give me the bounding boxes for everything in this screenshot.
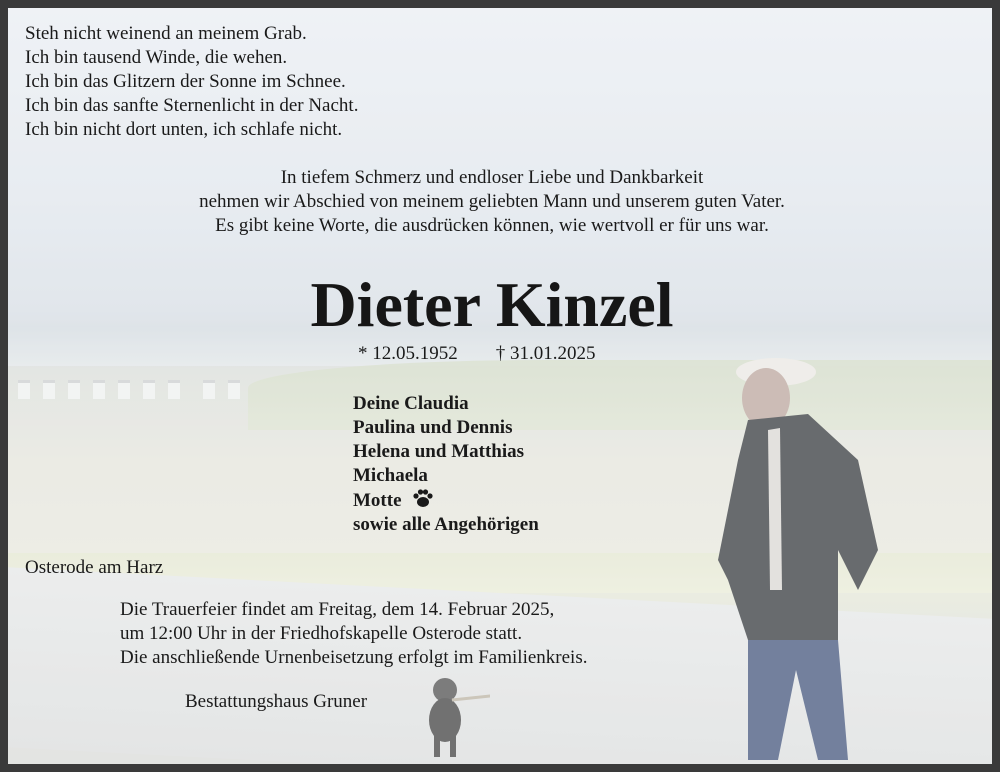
poem-line: Ich bin das Glitzern der Sonne im Schnee. [25, 71, 346, 92]
life-dates [358, 342, 596, 366]
poem-line: Steh nicht weinend an meinem Grab. [25, 23, 307, 44]
family-member: Paulina und Dennis [353, 417, 513, 438]
intro-text [0, 166, 984, 238]
funeral-home: Bestattungshaus Gruner [185, 691, 368, 712]
paw-icon [412, 488, 434, 508]
poem [25, 22, 358, 142]
intro-line: In tiefem Schmerz und endloser Liebe und Dankbarkeit [280, 167, 704, 188]
family-list [353, 392, 539, 537]
service-line: um 12:00 Uhr in der Friedhofskapelle Osterode statt. [120, 623, 523, 644]
intro-line: nehmen wir Abschied von meinem geliebten Mann und unserem guten Vater. [199, 191, 785, 212]
birth-date: * 12.05.1952 [358, 343, 458, 364]
intro-line: Es gibt keine Worte, die ausdrücken können, wie wertvoll er für uns war. [215, 215, 769, 236]
service-line: Die anschließende Urnenbeisetzung erfolgt im Familienkreis. [120, 647, 588, 668]
place: Osterode am Harz [25, 557, 164, 578]
poem-line: Ich bin tausend Winde, die wehen. [25, 47, 288, 68]
family-member: Michaela [353, 465, 428, 486]
service-info [120, 598, 587, 670]
family-member: Helena und Matthias [353, 441, 525, 462]
poem-line: Ich bin nicht dort unten, ich schlafe nicht. [25, 119, 343, 140]
family-member: Deine Claudia [353, 393, 469, 414]
service-line: Die Trauerfeier findet am Freitag, dem 14. Februar 2025, [120, 599, 555, 620]
family-member: Motte [353, 490, 402, 511]
poem-line: Ich bin das sanfte Sternenlicht in der Nacht. [25, 95, 359, 116]
deceased-name: Dieter Kinzel [310, 269, 674, 340]
family-member-pet [353, 488, 539, 513]
death-date: † 31.01.2025 [495, 343, 596, 364]
family-member: sowie alle Angehörigen [353, 514, 539, 535]
